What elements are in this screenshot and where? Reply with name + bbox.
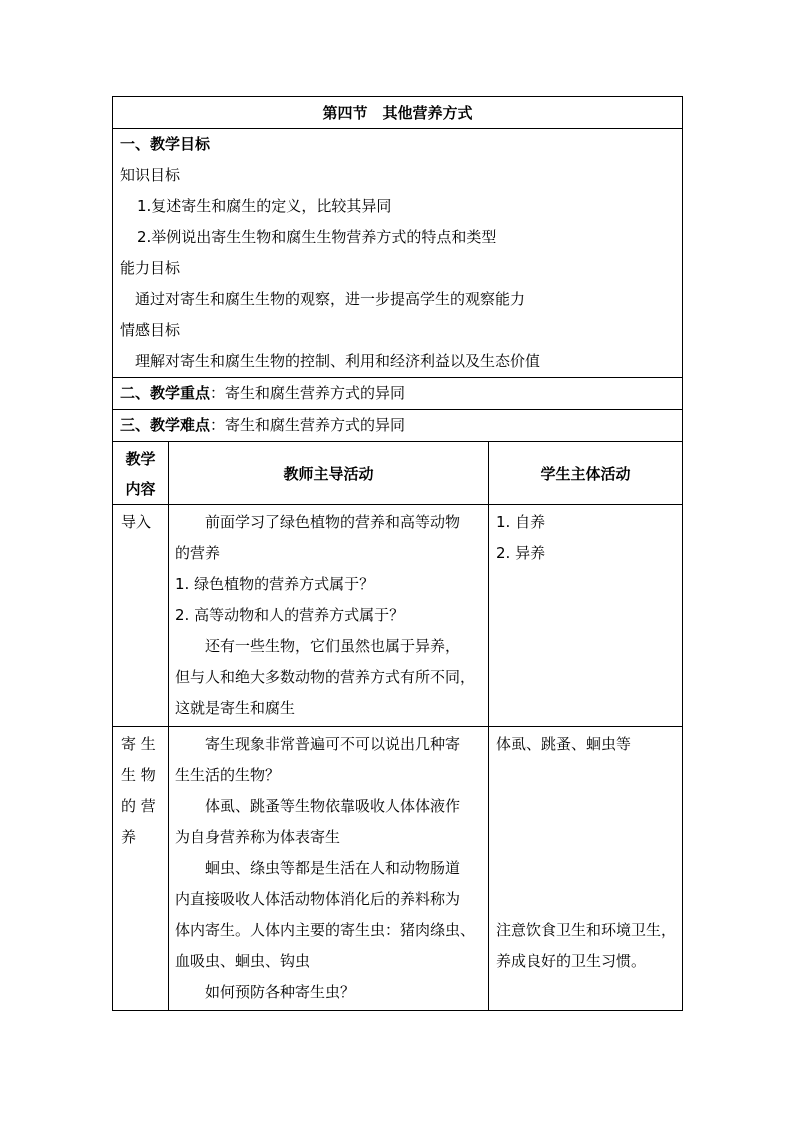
ability-label: 能力目标 [120,259,181,277]
teacher-activity-intro: 前面学习了绿色植物的营养和高等动物 的营养 1. 绿色植物的营养方式属于？ 2. 高等动物和人的营养方式属于？ 还有一些生物，它们虽然也属于异养， 但与人和绝大多数动物的营养方式有所不同， 这就是寄生和腐生 [169,505,489,727]
student-activity-intro: 1. 自养 2. 异养 [489,505,683,727]
difficulties-row [113,410,683,442]
objectives-section [113,129,683,378]
header-content: 教学 内容 [113,442,169,505]
lesson-plan-table [112,96,683,1011]
teacher-activity-parasite: 寄生现象非常普遍可不可以说出几种寄 生生活的生物？ 体虱、跳蚤等生物依靠吸收人体体液作 为自身营养称为体表寄生 蛔虫、绦虫等都是生活在人和动物肠道 内直接吸收人体活动物体消化后的养料称为 体内寄生。人体内主要的寄生虫：猪肉绦虫、 血吸虫、蛔虫、钩虫 如何预防各种寄生虫？ [169,727,489,1011]
topic-parasite: 寄 生 生 物 的 营 养 [113,727,169,1011]
student-activity-parasite: 体虱、跳蚤、蛔虫等 注意饮食卫生和环境卫生， 养成良好的卫生习惯。 [489,727,683,1011]
key-points-row [113,378,683,410]
objectives-heading: 一、教学目标 [120,135,211,153]
header-student: 学生主体活动 [489,442,683,505]
emotion-text: 理解对寄生和腐生生物的控制、利用和经济利益以及生态价值 [135,352,541,370]
page-title: 第四节 其他营养方式 [113,97,683,129]
header-teacher: 教师主导活动 [169,442,489,505]
knowledge-label: 知识目标 [120,166,181,184]
knowledge-item: 1.复述寄生和腐生的定义，比较其异同 [137,197,392,215]
key-points-heading: 二、教学重点 [120,384,211,402]
key-points-text: ：寄生和腐生营养方式的异同 [210,384,406,402]
topic-intro: 导入 [113,505,169,727]
ability-text: 通过对寄生和腐生生物的观察，进一步提高学生的观察能力 [135,290,526,308]
knowledge-item: 2.举例说出寄生生物和腐生生物营养方式的特点和类型 [137,228,497,246]
difficulties-heading: 三、教学难点 [120,416,211,434]
emotion-label: 情感目标 [120,321,181,339]
difficulties-text: ：寄生和腐生营养方式的异同 [210,416,406,434]
